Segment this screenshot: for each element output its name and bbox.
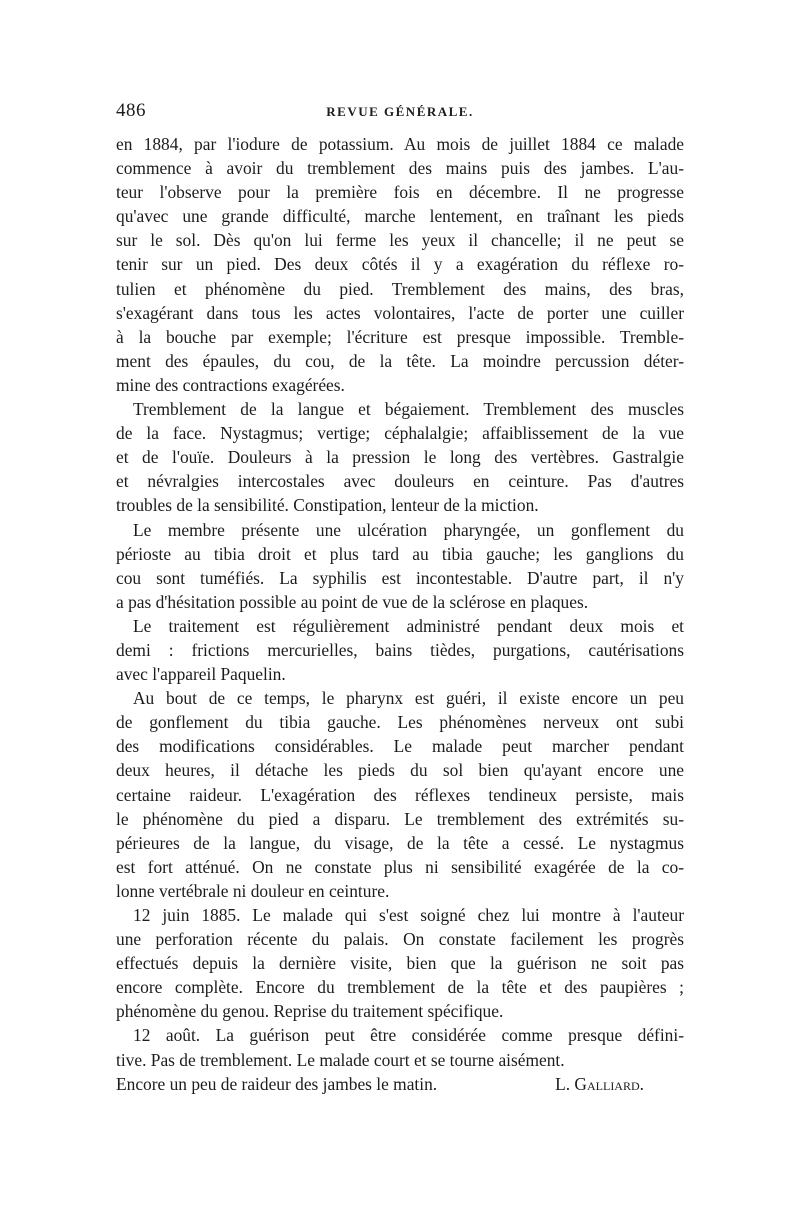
text-line: troubles de la sensibilité. Constipation, lenteur de la miction. [116,495,539,516]
page-number: 486 [116,100,146,121]
closing-line [116,1072,684,1096]
text-line: est fort atténué. On ne constate plus ni sensibilité exagérée de la co- [116,856,684,877]
text-line: de gonflement du tibia gauche. Les phénomènes nerveux ont subi [116,712,684,733]
text-line: qu'avec une grande difficulté, marche lentement, en traînant les pieds [116,206,684,227]
text-line: de la face. Nystagmus; vertige; céphalalgie; affaiblissement de la vue [116,423,684,444]
text-line: 12 août. La guérison peut être considérée comme presque défini- [133,1025,684,1046]
article-body [116,132,684,1072]
document-page [116,96,684,1096]
text-line: tive. Pas de tremblement. Le malade court et se tourne aisément. [116,1049,565,1070]
text-line: s'exagérant dans tous les actes volontaires, l'acte de porter une cuiller [116,302,684,323]
text-line: Au bout de ce temps, le pharynx est guéri, il existe encore un peu [133,688,684,709]
text-line: tenir sur un pied. Des deux côtés il y a exagération du réflexe ro- [116,254,684,275]
text-line: phénomène du genou. Reprise du traitement spécifique. [116,1001,504,1022]
running-title: REVUE GÉNÉRALE. [326,104,474,119]
text-line: Le traitement est régulièrement administré pendant deux mois et [133,615,684,636]
paragraph [116,903,684,1023]
text-line: demi : frictions mercurielles, bains tièdes, purgations, cautérisations [116,639,684,660]
paragraph [116,614,684,686]
text-line: Le membre présente une ulcération pharyngée, un gonflement du [133,519,684,540]
text-line: en 1884, par l'iodure de potassium. Au mois de juillet 1884 ce malade [116,134,684,154]
paragraph [116,686,684,903]
author-signature: L. Galliard. [555,1073,644,1094]
text-line: effectués depuis la dernière visite, bien que la guérison ne soit pas [116,953,684,974]
paragraph [116,132,684,397]
text-line: commence à avoir du tremblement des mains puis des jambes. L'au- [116,158,684,179]
text-line: cou sont tuméfiés. La syphilis est incontestable. D'autre part, il n'y [116,567,684,588]
text-line: mine des contractions exagérées. [116,374,345,395]
paragraph [116,1023,684,1071]
text-line: certaine raideur. L'exagération des réflexes tendineux persiste, mais [116,784,684,805]
text-line: a pas d'hésitation possible au point de vue de la sclérose en plaques. [116,591,589,612]
text-line: ment des épaules, du cou, de la tête. La moindre percussion déter- [116,350,684,371]
text-line: encore complète. Encore du tremblement de la tête et des paupières ; [116,977,684,998]
text-line: une perforation récente du palais. On constate facilement les progrès [116,929,684,950]
paragraph [116,397,684,517]
text-line: deux heures, il détache les pieds du sol bien qu'ayant encore une [116,760,684,781]
text-line: sur le sol. Dès qu'on lui ferme les yeux il chancelle; il ne peut se [116,230,684,251]
text-line: périeures de la langue, du visage, de la tête a cessé. Le nystagmus [116,832,684,853]
text-line: le phénomène du pied a disparu. Le tremblement des extrémités su- [116,808,684,829]
text-line: Tremblement de la langue et bégaiement. Tremblement des muscles [133,399,684,420]
paragraph [116,518,684,614]
text-line: périoste au tibia droit et plus tard au tibia gauche; les ganglions du [116,543,684,564]
text-line: 12 juin 1885. Le malade qui s'est soigné chez lui montre à l'auteur [133,905,684,925]
text-line: et de l'ouïe. Douleurs à la pression le long des vertèbres. Gastralgie [116,447,684,468]
text-line: tulien et phénomène du pied. Tremblement des mains, des bras, [116,278,684,299]
page-header [116,96,684,132]
text-line: et névralgies intercostales avec douleurs en ceinture. Pas d'autres [116,471,684,492]
closing-text: Encore un peu de raideur des jambes le matin. [116,1073,438,1094]
text-line: avec l'appareil Paquelin. [116,664,286,685]
text-line: des modifications considérables. Le malade peut marcher pendant [116,736,684,757]
text-line: lonne vertébrale ni douleur en ceinture. [116,880,390,901]
text-line: à la bouche par exemple; l'écriture est presque impossible. Tremble- [116,326,684,347]
text-line: teur l'observe pour la première fois en décembre. Il ne progresse [116,182,684,203]
